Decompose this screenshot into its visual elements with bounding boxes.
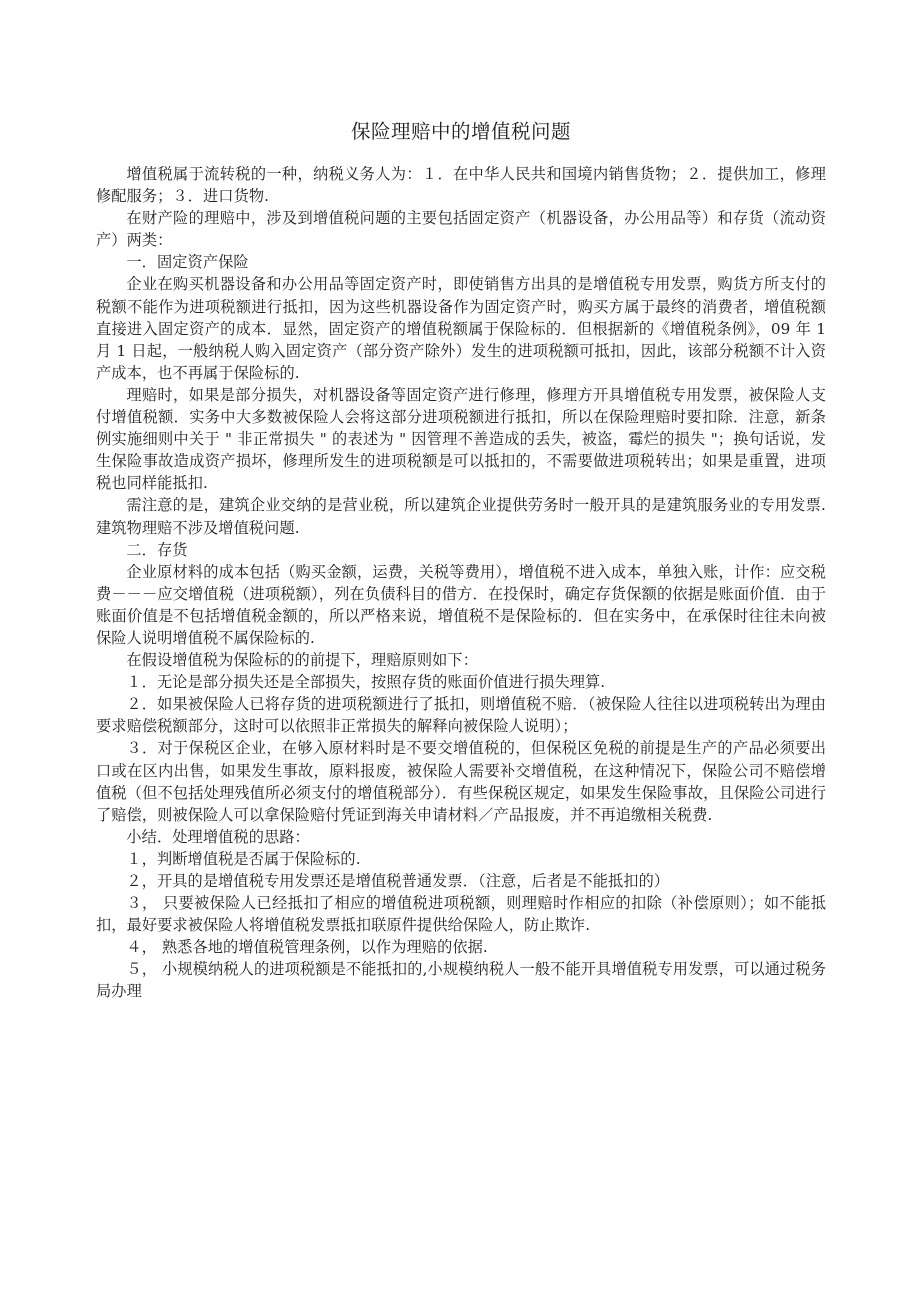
list-item-summary-5: ５， 小规模纳税人的进项税额是不能抵扣的,小规模纳税人一般不能开具增值税专用发票，可以通过税务局办理: [96, 960, 826, 1001]
paragraph-fixed-assets-claims: 理赔时，如果是部分损失，对机器设备等固定资产进行修理，修理方开具增值税专用发票，被保险人支付增值税额．实务中大多数被保险人会将这部分进项税额进行抵扣，所以在保险理赔时要扣除．注意，新条例实施细则中关于 " 非正常损失 " 的表述为 " 因管理不善造成的丢失，被盗，霉烂的损失 "；换句话说，发生保险事故造成资产损坏，修理所发生的进项税额是可以抵扣的，不需要做进项税转出；如果是重置，进项税也同样能抵扣.: [96, 385, 826, 493]
list-item-principle-2: ２．如果被保险人已将存货的进项税额进行了抵扣，则增值税不赔．（被保险人往往以进项税转出为理由要求赔偿税额部分，这时可以依照非正常损失的解释向被保险人说明）；: [96, 695, 826, 736]
list-item-summary-4: ４， 熟悉各地的增值税管理条例，以作为理赔的依据.: [126, 938, 488, 957]
document-body: [96, 0, 826, 1003]
paragraph-inventory-cost-basis: 企业原材料的成本包括（购买金额，运费，关税等费用），增值税不进入成本，单独入账，计作：应交税费－－－应交增值税（进项税额），列在负债科目的借方．在投保时，确定存货保额的依据是账面价值．由于账面价值是不包括增值税金额的，所以严格来说，增值税不是保险标的．但在实务中，在承保时往往未向被保险人说明增值税不属保险标的.: [96, 562, 826, 647]
list-item-principle-1: １．无论是部分损失还是全部损失，按照存货的账面价值进行损失理算.: [126, 673, 606, 692]
list-item-summary-3: ３， 只要被保险人已经抵扣了相应的增值税进项税额，则理赔时作相应的扣除（补偿原则）；如不能抵扣，最好要求被保险人将增值税发票抵扣联原件提供给保险人，防止欺诈.: [96, 894, 826, 935]
list-item-principle-3: ３．对于保税区企业，在够入原材料时是不要交增值税的，但保税区免税的前提是生产的产品必须要出口或在区内出售，如果发生事故，原料报废，被保险人需要补交增值税，在这种情况下，保险公司不赔偿增值税（但不包括处理残值所必须支付的增值税部分）．有些保税区规定，如果发生保险事故，且保险公司进行了赔偿，则被保险人可以拿保险赔付凭证到海关申请材料／产品报废，并不再追缴相关税费.: [96, 739, 826, 824]
paragraph-property-insurance-scope: 在财产险的理赔中，涉及到增值税问题的主要包括固定资产（机器设备，办公用品等）和存货（流动资产）两类：: [96, 209, 826, 250]
page-title: 保险理赔中的增值税问题: [350, 120, 571, 143]
document-text-flow: [96, 163, 826, 1003]
list-item-summary-1: １，判断增值税是否属于保险标的.: [126, 849, 361, 868]
section-heading-summary: 小结．处理增值税的思路：: [126, 827, 310, 846]
paragraph-fixed-assets-purchase: 企业在购买机器设备和办公用品等固定资产时，即使销售方出具的是增值税专用发票，购货方所支付的税额不能作为进项税额进行抵扣，因为这些机器设备作为固定资产时，购买方属于最终的消费者，增值税额直接进入固定资产的成本．显然，固定资产的增值税额属于保险标的．但根据新的《增值税条例》，09 年 1 月 1 日起，一般纳税人购入固定资产（部分资产除外）发生的进项税额可抵扣，因此，该部分税额不计入资产成本，也不再属于保险标的.: [96, 275, 826, 382]
paragraph-intro-taxpayers: 增值税属于流转税的一种，纳税义务人为：１．在中华人民共和国境内销售货物；２．提供加工，修理修配服务；３．进口货物.: [96, 165, 826, 206]
section-heading-fixed-assets: 一．固定资产保险: [126, 253, 249, 272]
list-item-summary-2: ２，开具的是增值税专用发票还是增值税普通发票．（注意，后者是不能抵扣的）: [126, 872, 670, 890]
paragraph-construction-business-tax: 需注意的是，建筑企业交纳的是营业税，所以建筑企业提供劳务时一般开具的是建筑服务业的专用发票.建筑物理赔不涉及增值税问题.: [96, 496, 826, 537]
section-heading-inventory: 二．存货: [126, 540, 188, 559]
paragraph-claim-principles-lead: 在假设增值税为保险标的的前提下，理赔原则如下：: [126, 651, 479, 670]
